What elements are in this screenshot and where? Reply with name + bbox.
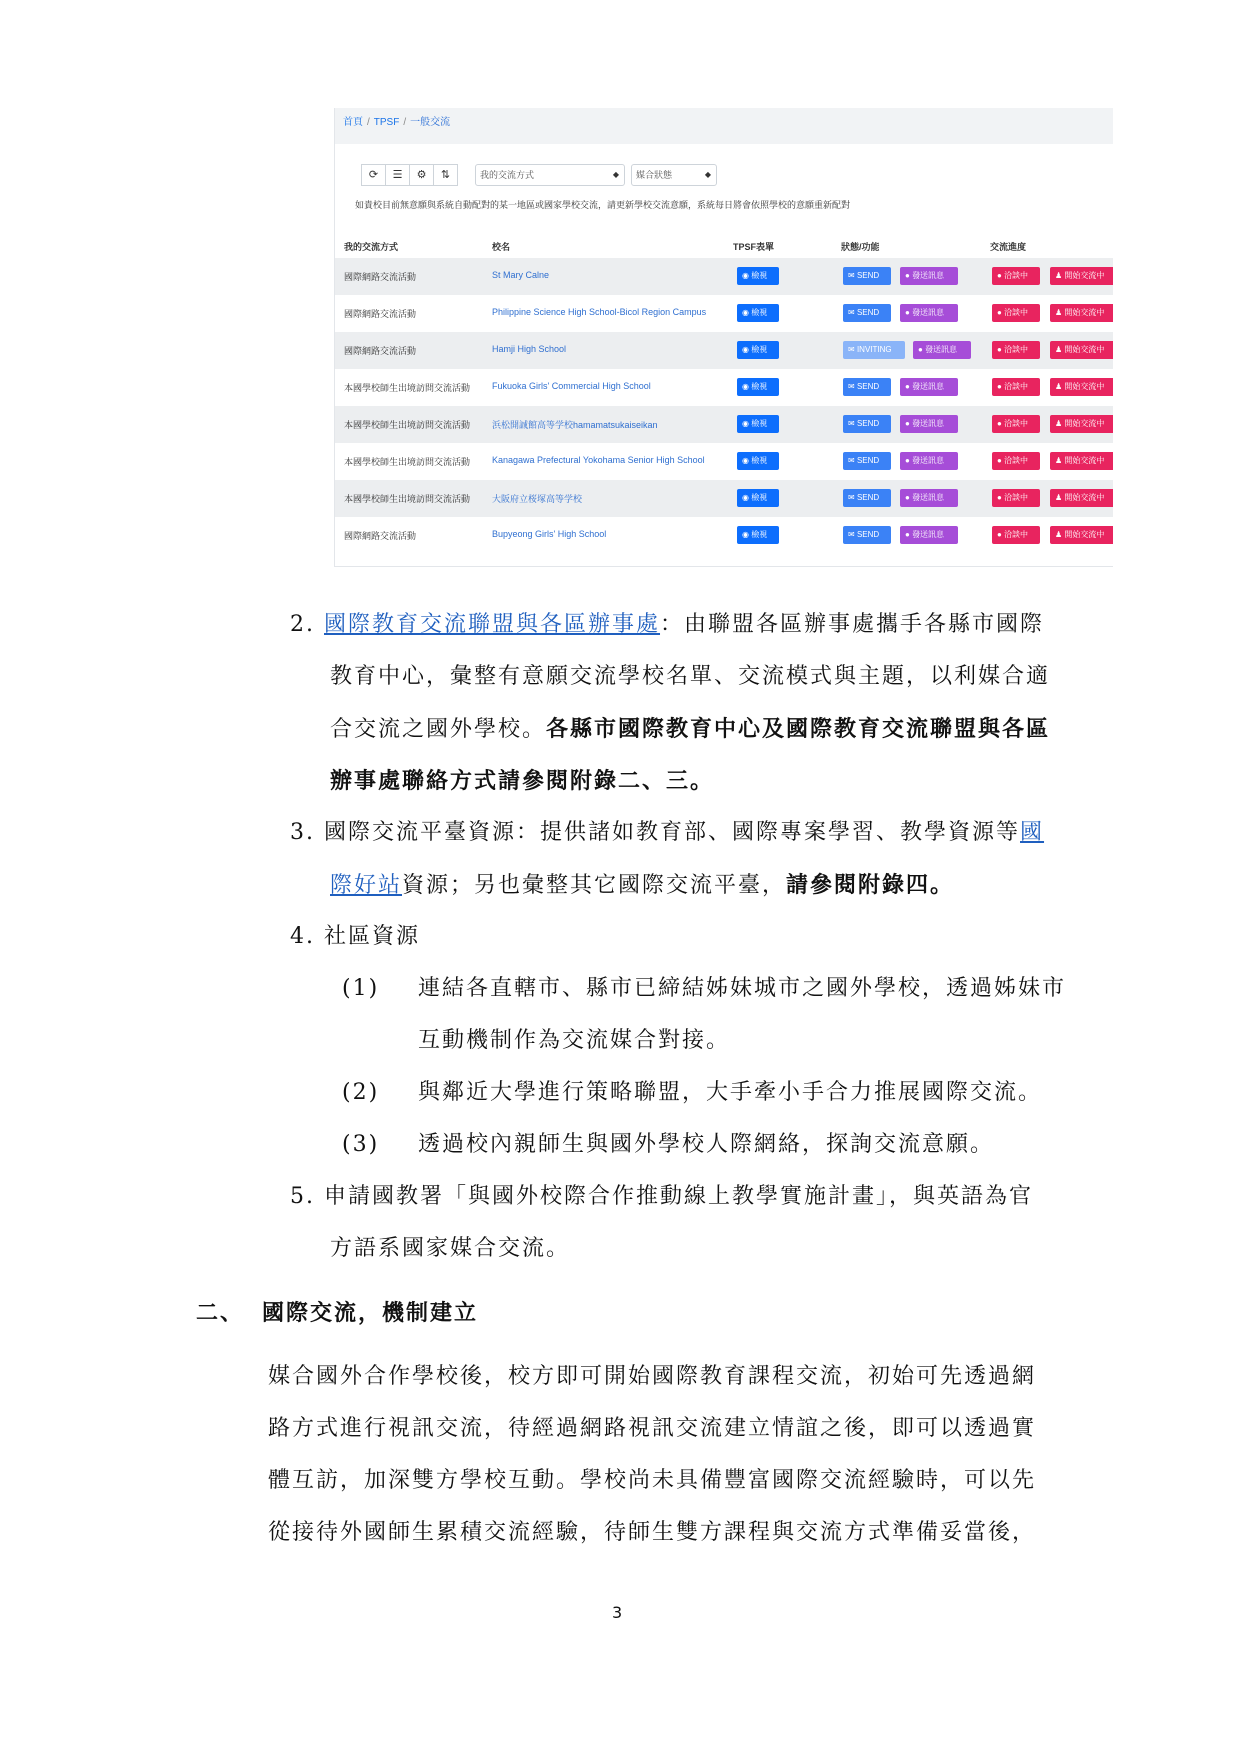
view-button-label: 檢視 xyxy=(751,345,768,354)
discussing-button[interactable]: ● 洽談中 xyxy=(992,526,1040,544)
start-exchange-button[interactable]: ♟ 開始交流中 xyxy=(1050,526,1113,544)
table-row xyxy=(335,258,1113,295)
text-segment: 合交流之國外學校。 xyxy=(330,717,547,742)
refresh-icon[interactable]: ⟳ xyxy=(361,164,386,186)
row-school-link[interactable]: Bupyeong Girls' High School xyxy=(492,529,607,539)
discussing-button[interactable]: ● 洽談中 xyxy=(992,341,1040,359)
item-number: 4. xyxy=(290,924,315,949)
send-button-label: SEND xyxy=(856,308,880,317)
text-line: 路方式進行視訊交流，待經過網路視訊交流建立情誼之後，即可以透過實 xyxy=(268,1416,1037,1441)
start-exchange-button-label: 開始交流中 xyxy=(1064,493,1105,502)
text-line: 與鄰近大學進行策略聯盟，大手牽小手合力推展國際交流。 xyxy=(418,1080,1043,1105)
text-line: 從接待外國師生累積交流經驗，待師生雙方課程與交流方式準備妥當後， xyxy=(268,1520,1037,1545)
discussing-button-label: 洽談中 xyxy=(1004,419,1029,428)
table-row xyxy=(335,369,1113,406)
discussing-button-label: 洽談中 xyxy=(1004,493,1029,502)
breadcrumb-current: 一般交流 xyxy=(410,117,451,128)
discussing-button[interactable]: ● 洽談中 xyxy=(992,304,1040,322)
start-exchange-button[interactable]: ♟ 開始交流中 xyxy=(1050,489,1113,507)
text-line: 連結各直轄市、縣市已締結姊妹城市之國外學校，透過姊妹市 xyxy=(418,976,1067,1001)
good-sites-link[interactable]: 國 xyxy=(1020,820,1045,845)
page-number: 3 xyxy=(612,1603,623,1622)
start-exchange-button-label: 開始交流中 xyxy=(1064,530,1105,539)
message-button-label: 發送訊息 xyxy=(912,419,945,428)
alliance-link[interactable]: 國際教育交流聯盟與各區辦事處 xyxy=(324,612,661,637)
row-school-link[interactable]: Kanagawa Prefectural Yokohama Senior High School xyxy=(492,455,705,465)
text-line: 互動機制作為交流媒合對接。 xyxy=(418,1028,731,1053)
message-button-label: 發送訊息 xyxy=(912,308,945,317)
view-button[interactable]: ◉ 檢視 xyxy=(737,526,779,544)
send-button[interactable]: ✉ SEND xyxy=(843,304,891,322)
section-number: 二、 xyxy=(196,1300,245,1326)
text-line: 方語系國家媒合交流。 xyxy=(330,1236,571,1261)
start-exchange-button[interactable]: ♟ 開始交流中 xyxy=(1050,415,1113,433)
discussing-button-label: 洽談中 xyxy=(1004,456,1029,465)
notice-text: 如貴校目前無意願與系統自動配對的某一地區或國家學校交流，請更新學校交流意願，系統每日將會依照學校的意願重新配對 xyxy=(355,200,851,210)
table-row xyxy=(335,480,1113,517)
message-button-label: 發送訊息 xyxy=(912,530,945,539)
sub-number: (3) xyxy=(342,1132,380,1157)
start-exchange-button-label: 開始交流中 xyxy=(1064,456,1105,465)
breadcrumb-home[interactable]: 首頁 xyxy=(343,117,363,128)
table-row xyxy=(335,332,1113,369)
view-button-label: 檢視 xyxy=(751,493,768,502)
embedded-screenshot xyxy=(334,108,1113,567)
start-exchange-button[interactable]: ♟ 開始交流中 xyxy=(1050,304,1113,322)
message-button[interactable]: ● 發送訊息 xyxy=(900,304,958,322)
row-school-link[interactable]: 大阪府立桜塚高等学校 xyxy=(492,494,583,504)
row-mode: 本國學校師生出境訪問交流活動 xyxy=(344,383,471,393)
text-line: 教育中心，彙整有意願交流學校名單、交流模式與主題，以利媒合適 xyxy=(330,664,1051,689)
text-line: 體互訪，加深雙方學校互動。學校尚未具備豐富國際交流經驗時，可以先 xyxy=(268,1468,1037,1493)
send-button-label: SEND xyxy=(856,456,880,465)
col-progress: 交流進度 xyxy=(990,242,1027,252)
message-button[interactable]: ● 發送訊息 xyxy=(900,415,958,433)
message-button[interactable]: ● 發送訊息 xyxy=(900,489,958,507)
message-button[interactable]: ● 發送訊息 xyxy=(900,526,958,544)
bold-text: 辦事處聯絡方式請參閱附錄二、三。 xyxy=(330,768,715,794)
text-line: ：由聯盟各區辦事處攜手各縣市國際 xyxy=(660,612,1045,637)
send-button-label: SEND xyxy=(856,530,880,539)
table-row xyxy=(335,517,1113,554)
text-segment: 社區資源 xyxy=(324,924,421,949)
start-exchange-button-label: 開始交流中 xyxy=(1064,382,1105,391)
send-button[interactable]: ✉ SEND xyxy=(843,452,891,470)
text-line: 透過校內親師生與國外學校人際網絡，探詢交流意願。 xyxy=(418,1132,995,1157)
start-exchange-button[interactable]: ♟ 開始交流中 xyxy=(1050,341,1113,359)
start-exchange-button[interactable]: ♟ 開始交流中 xyxy=(1050,378,1113,396)
breadcrumb: 首頁 / TPSF / 一般交流 xyxy=(335,108,1113,144)
view-button-label: 檢視 xyxy=(751,419,768,428)
bold-text: 請參閱附錄四。 xyxy=(786,872,955,898)
message-button[interactable]: ● 發送訊息 xyxy=(913,341,971,359)
view-button[interactable]: ◉ 檢視 xyxy=(737,378,779,396)
discussing-button-label: 洽談中 xyxy=(1004,308,1029,317)
view-button[interactable]: ◉ 檢視 xyxy=(737,415,779,433)
list-icon[interactable]: ☰ xyxy=(385,164,410,186)
text-line: 媒合國外合作學校後，校方即可開始國際教育課程交流，初始可先透過網 xyxy=(268,1364,1037,1389)
view-button-label: 檢視 xyxy=(751,456,768,465)
text-segment: 申請國教署「與國外校際合作推動線上教學實施計畫」，與英語為官 xyxy=(324,1184,1034,1209)
section-heading xyxy=(196,1300,478,1327)
start-exchange-button-label: 開始交流中 xyxy=(1064,271,1105,280)
row-mode: 國際網路交流活動 xyxy=(344,531,417,541)
sub-number: (2) xyxy=(342,1080,380,1105)
col-school: 校名 xyxy=(492,242,511,252)
start-exchange-button[interactable]: ♟ 開始交流中 xyxy=(1050,267,1113,285)
view-button-label: 檢視 xyxy=(751,382,768,391)
row-mode: 國際網路交流活動 xyxy=(344,272,417,282)
row-mode: 本國學校師生出境訪問交流活動 xyxy=(344,420,471,430)
discussing-button[interactable]: ● 洽談中 xyxy=(992,378,1040,396)
message-button-label: 發送訊息 xyxy=(912,456,945,465)
row-school-link[interactable]: Philippine Science High School-Bicol Region Campus xyxy=(492,307,707,317)
message-button[interactable]: ● 發送訊息 xyxy=(900,267,958,285)
start-exchange-button-label: 開始交流中 xyxy=(1064,308,1105,317)
item-number: 3. xyxy=(290,820,315,845)
item-2 xyxy=(290,612,1044,638)
chevron-down-icon: ◆ xyxy=(612,170,619,179)
message-button-label: 發送訊息 xyxy=(912,493,945,502)
breadcrumb-tpsf[interactable]: TPSF xyxy=(373,117,400,128)
message-button-label: 發送訊息 xyxy=(925,345,958,354)
row-school-link[interactable]: Hamji High School xyxy=(492,344,567,354)
sub-number: (1) xyxy=(342,976,380,1001)
message-button-label: 發送訊息 xyxy=(912,271,945,280)
view-button[interactable]: ◉ 檢視 xyxy=(737,341,779,359)
row-mode: 本國學校師生出境訪問交流活動 xyxy=(344,457,471,467)
row-school-link[interactable]: 浜松開誠館高等学校hamamatsukaiseikan xyxy=(492,420,658,430)
row-mode: 國際網路交流活動 xyxy=(344,346,417,356)
good-sites-link[interactable]: 際好站 xyxy=(330,873,403,898)
toolbar xyxy=(361,164,457,186)
message-button[interactable]: ● 發送訊息 xyxy=(900,378,958,396)
inviting-button[interactable]: ✉ INVITING xyxy=(843,341,905,359)
message-button-label: 發送訊息 xyxy=(912,382,945,391)
row-school-link[interactable]: Fukuoka Girls' Commercial High School xyxy=(492,381,651,391)
view-button-label: 檢視 xyxy=(751,308,768,317)
start-exchange-button-label: 開始交流中 xyxy=(1064,345,1105,354)
col-form: TPSF表單 xyxy=(733,242,775,252)
item-4 xyxy=(290,924,420,950)
send-button[interactable]: ✉ SEND xyxy=(843,489,891,507)
item-number: 5. xyxy=(290,1184,315,1209)
bold-text xyxy=(330,768,714,795)
text-segment: 國際交流平臺資源：提供諸如教育部、國際專案學習、教學資源等 xyxy=(324,820,1021,845)
text-line xyxy=(330,872,954,899)
send-button[interactable]: ✉ SEND xyxy=(843,267,891,285)
view-button[interactable]: ◉ 檢視 xyxy=(737,304,779,322)
discussing-button-label: 洽談中 xyxy=(1004,530,1029,539)
view-button-label: 檢視 xyxy=(751,271,768,280)
send-button[interactable]: ✉ SEND xyxy=(843,526,891,544)
send-button[interactable]: ✉ SEND xyxy=(843,415,891,433)
table-row xyxy=(335,295,1113,332)
discussing-button[interactable]: ● 洽談中 xyxy=(992,267,1040,285)
item-5 xyxy=(290,1184,1033,1210)
bold-text: 各縣市國際教育中心及國際教育交流聯盟與各區 xyxy=(546,716,1051,742)
send-button[interactable]: ✉ SEND xyxy=(843,378,891,396)
discussing-button-label: 洽談中 xyxy=(1004,271,1029,280)
row-mode: 本國學校師生出境訪問交流活動 xyxy=(344,494,471,504)
table-row xyxy=(335,406,1113,443)
send-button-label: INVITING xyxy=(856,345,892,354)
send-button-label: SEND xyxy=(856,382,880,391)
col-mode: 我的交流方式 xyxy=(344,242,399,252)
send-button-label: SEND xyxy=(856,271,880,280)
send-button-label: SEND xyxy=(856,419,880,428)
item-3 xyxy=(290,820,1044,846)
send-button-label: SEND xyxy=(856,493,880,502)
start-exchange-button[interactable]: ♟ 開始交流中 xyxy=(1050,452,1113,470)
match-status-select-value: 媒合狀態 xyxy=(636,170,673,180)
view-button[interactable]: ◉ 檢視 xyxy=(737,267,779,285)
row-school-link[interactable]: St Mary Calne xyxy=(492,270,550,280)
text-segment: 資源；另也彙整其它國際交流平臺， xyxy=(402,873,787,898)
discussing-button-label: 洽談中 xyxy=(1004,382,1029,391)
discussing-button-label: 洽談中 xyxy=(1004,345,1029,354)
match-status-select[interactable] xyxy=(631,164,717,186)
gear-icon[interactable]: ⚙ xyxy=(409,164,434,186)
item-number: 2. xyxy=(290,612,315,637)
view-button[interactable]: ◉ 檢視 xyxy=(737,489,779,507)
table-row xyxy=(335,443,1113,480)
view-button-label: 檢視 xyxy=(751,530,768,539)
start-exchange-button-label: 開始交流中 xyxy=(1064,419,1105,428)
row-mode: 國際網路交流活動 xyxy=(344,309,417,319)
col-status: 狀態/功能 xyxy=(841,242,880,252)
sort-icon[interactable]: ⇅ xyxy=(433,164,458,186)
discussing-button[interactable]: ● 洽談中 xyxy=(992,415,1040,433)
table-header xyxy=(335,234,1113,258)
text-line xyxy=(330,716,1050,743)
discussing-button[interactable]: ● 洽談中 xyxy=(992,452,1040,470)
message-button[interactable]: ● 發送訊息 xyxy=(900,452,958,470)
view-button[interactable]: ◉ 檢視 xyxy=(737,452,779,470)
chevron-down-icon: ◆ xyxy=(704,170,711,179)
discussing-button[interactable]: ● 洽談中 xyxy=(992,489,1040,507)
exchange-mode-select-value: 我的交流方式 xyxy=(480,170,535,180)
exchange-mode-select[interactable] xyxy=(475,164,625,186)
section-title: 國際交流，機制建立 xyxy=(262,1300,479,1326)
